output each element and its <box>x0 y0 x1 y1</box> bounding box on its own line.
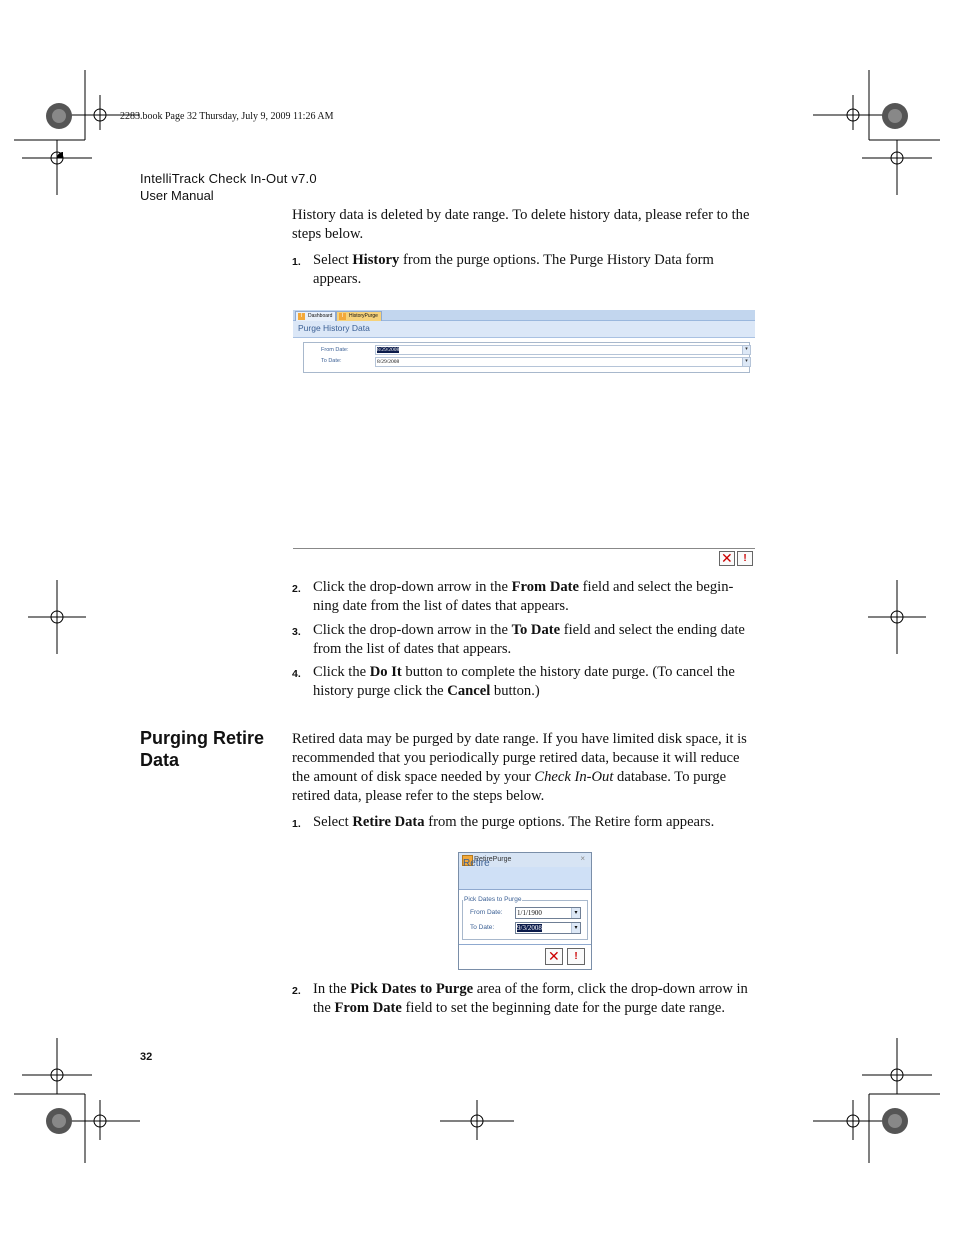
tab-bar <box>293 310 755 321</box>
footer-divider <box>459 944 591 945</box>
page-number: 32 <box>140 1051 153 1063</box>
date-box <box>303 342 750 373</box>
form-title: Purge History Data <box>298 323 370 333</box>
history-step-3: 3. Click the drop-down arrow in the To Date field and select the ending date from the list of dates that appears. <box>292 622 745 657</box>
group-label: Pick Dates to Purge <box>464 896 522 903</box>
close-icon: ✕ <box>721 550 733 566</box>
form-icon: I <box>298 313 305 320</box>
to-date-field[interactable]: 8/29/2008 ▾ <box>375 357 751 367</box>
exclamation-icon: ! <box>574 951 578 962</box>
cancel-button[interactable] <box>719 551 735 566</box>
do-it-button[interactable] <box>737 551 753 566</box>
from-date-label: From Date: <box>321 347 349 353</box>
chevron-down-icon[interactable]: ▾ <box>571 908 580 918</box>
form-header <box>459 867 591 890</box>
cancel-button[interactable] <box>545 948 563 965</box>
retire-purge-form <box>458 852 592 970</box>
pick-dates-group <box>462 900 588 940</box>
product-title: IntelliTrack Check In-Out v7.0 <box>140 171 317 186</box>
tab-history-purge[interactable]: I HistoryPurge <box>336 311 382 321</box>
do-it-button[interactable] <box>567 948 585 965</box>
purge-history-form <box>293 310 755 567</box>
from-date-field[interactable]: 8/29/2008 ▾ <box>375 345 751 355</box>
section-heading: Purging Retire Data <box>140 728 265 770</box>
footer-divider <box>293 548 755 549</box>
to-date-label: To Date: <box>321 358 342 364</box>
intro-paragraph: History data is deleted by date range. To delete history data, please refer to the steps below. <box>292 207 750 242</box>
close-icon: ✕ <box>548 948 560 964</box>
history-step-2: 2. Click the drop-down arrow in the From Date field and select the begin-ning date from the list of dates that appears. <box>292 579 734 614</box>
to-date-field[interactable]: 9/3/2008 ▾ <box>515 922 581 934</box>
to-date-label: To Date: <box>470 924 495 931</box>
history-step-4: 4. Click the Do It button to complete the history date purge. (To cancel the history purge click the Cancel button.) <box>292 664 735 699</box>
from-date-label: From Date: <box>470 909 503 916</box>
form-heading: Retire <box>463 858 490 869</box>
window-title: RetirePurge <box>474 856 512 863</box>
history-step-1: 1. Select History from the purge options. The Purge History Data form appears. <box>292 252 714 287</box>
manual-subtitle: User Manual <box>140 188 214 203</box>
section-paragraph: Retired data may be purged by date range. If you have limited disk space, it is recommended that you periodically purge retired data, because it will reduce the amount of disk space needed by your Check In-Out database. To purge retired data, please refer to the steps below. <box>292 731 747 804</box>
from-date-field[interactable]: 1/1/1900 ▾ <box>515 907 581 919</box>
form-icon: I <box>339 313 346 320</box>
chevron-down-icon[interactable]: ▾ <box>742 358 750 366</box>
exclamation-icon: ! <box>743 553 747 564</box>
tab-dashboard[interactable]: I Dashboard <box>295 311 336 321</box>
book-info: 2283.book Page 32 Thursday, July 9, 2009 11:26 AM <box>120 111 334 122</box>
chevron-down-icon[interactable]: ▾ <box>742 346 750 354</box>
retire-step-1: 1. Select Retire Data from the purge options. The Retire form appears. <box>292 814 715 830</box>
retire-step-2: 2. In the Pick Dates to Purge area of the form, click the drop-down arrow in the From Date field to set the beginning date for the purge date range. <box>292 981 748 1016</box>
chevron-down-icon[interactable]: ▾ <box>571 923 580 933</box>
step-number: 1. <box>292 256 301 268</box>
close-icon[interactable]: × <box>580 854 585 863</box>
